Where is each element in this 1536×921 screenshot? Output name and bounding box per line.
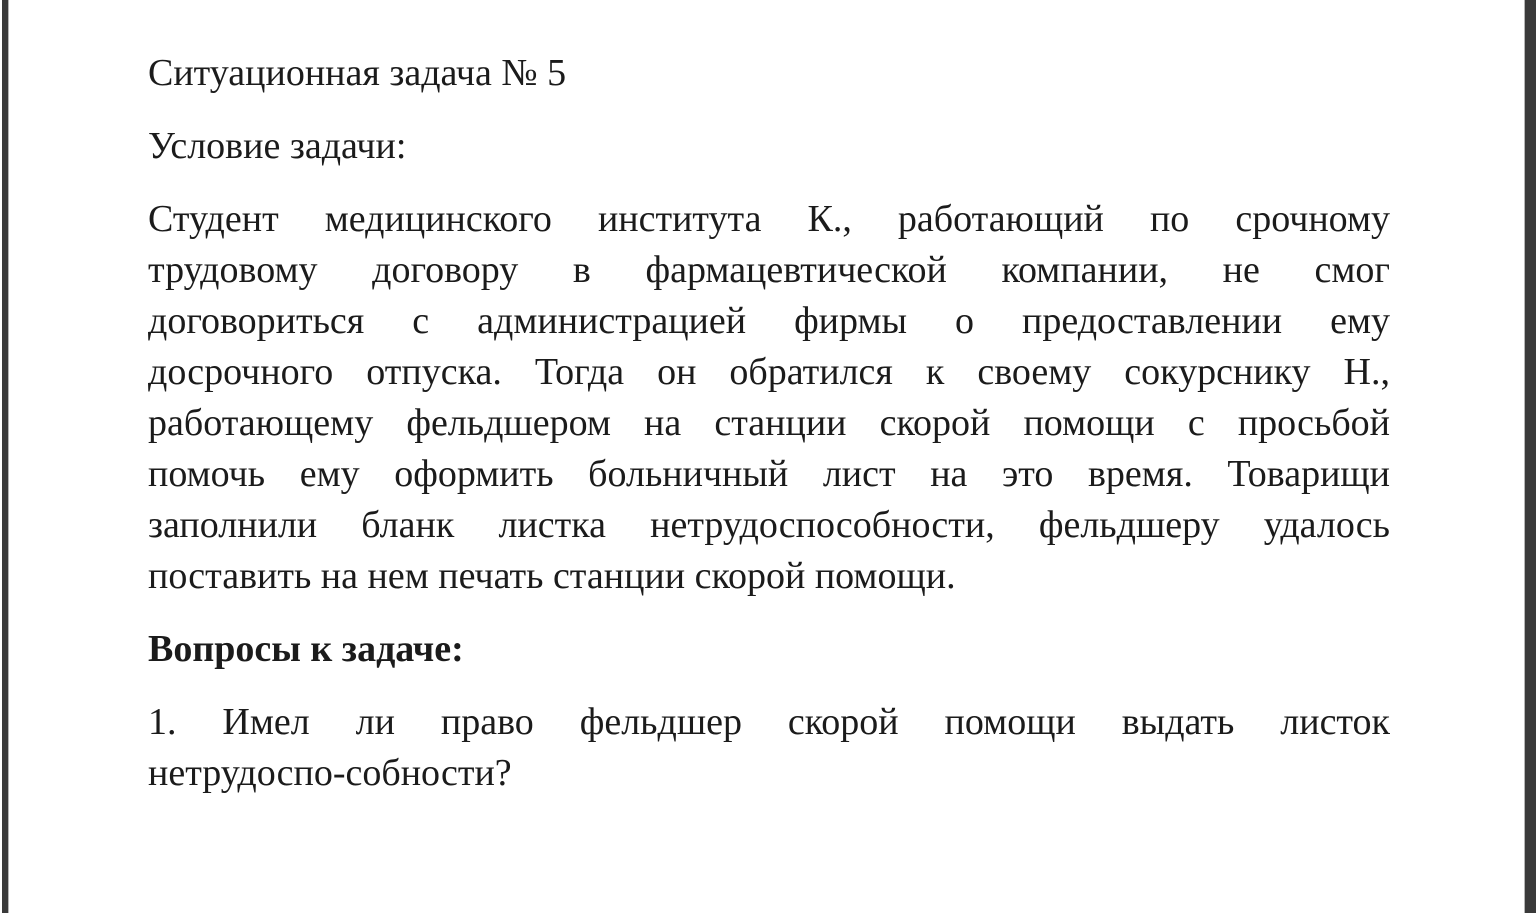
question-item <box>148 697 1390 799</box>
text-line: поставить на нем печать станции скорой помощи. <box>148 555 956 597</box>
text-line: помочь ему оформить больничный лист на это время. Товарищи <box>148 453 1390 495</box>
text-line: нетрудоспо-собности? <box>148 752 512 794</box>
text-line: досрочного отпуска. Тогда он обратился к своему сокурснику Н., <box>148 351 1390 393</box>
questions-heading: Вопросы к задаче: <box>148 628 464 670</box>
text-line: Студент медицинского института К., работающий по срочному <box>148 198 1390 240</box>
text-line: договориться с администрацией фирмы о предоставлении ему <box>148 300 1390 342</box>
condition-paragraph <box>148 194 1390 602</box>
text-line: 1. Имел ли право фельдшер скорой помощи выдать листок <box>148 701 1390 743</box>
condition-label: Условие задачи: <box>148 125 407 167</box>
text-line: работающему фельдшером на станции скорой помощи с просьбой <box>148 402 1390 444</box>
text-line: трудовому договору в фармацевтической компании, не смог <box>148 249 1390 291</box>
text-line: заполнили бланк листка нетрудоспособности, фельдшеру удалось <box>148 504 1390 546</box>
task-title: Ситуационная задача № 5 <box>148 52 567 94</box>
